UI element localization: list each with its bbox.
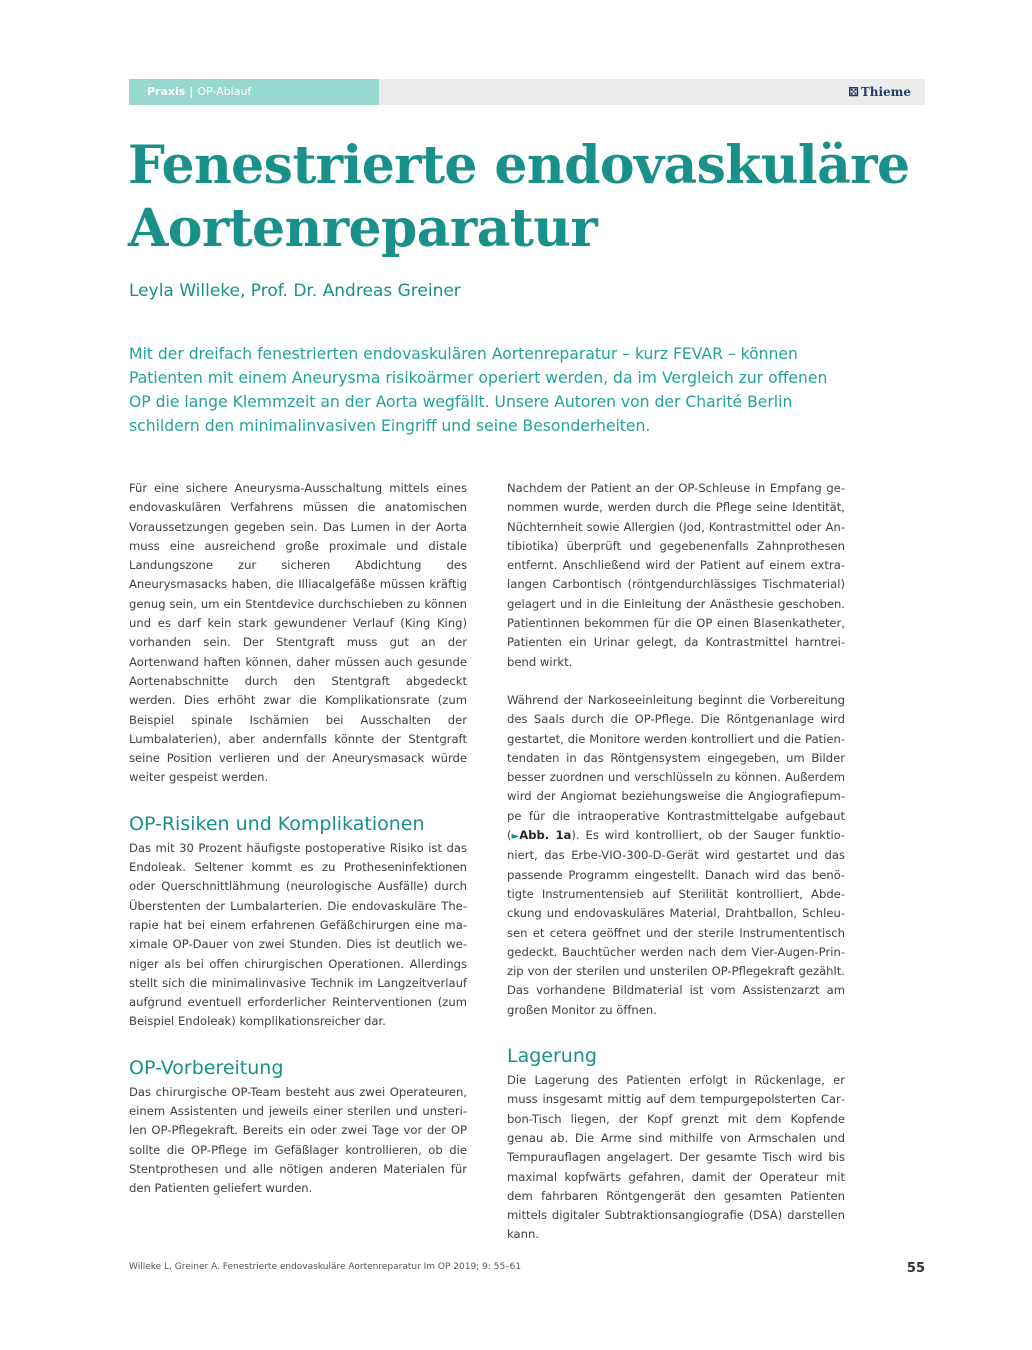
thieme-logo-icon: ⚄ bbox=[848, 85, 859, 99]
section-separator: | bbox=[189, 85, 194, 98]
right-column bbox=[507, 479, 845, 1245]
positioning-paragraph: Die Lagerung des Patienten erfolgt in Rückenlage, er muss insgesamt mittig auf dem tempurgepolsterten Carbon-Tisch liegen, der Kopf grenzt mit dem Kopfende genau ab. Die Arme sind mithilfe von Armschalen und Tempurauflagen angelagert. Der gesamte Tisch wird bis maximal kopfwärts gefahren, damit der Operateur mit dem fahrbaren Röntgengerät den gesamten Patienten mittels digitaler Subtraktionsangiografie (DSA) darstellen kann. bbox=[507, 1073, 845, 1242]
heading-op-preparation: OP-Vorbereitung bbox=[129, 1056, 284, 1079]
section-label bbox=[129, 79, 379, 105]
header-bar bbox=[129, 79, 925, 105]
article-abstract: Mit der dreifach fenestrierten endovaskulären Aortenreparatur – kurz FEVAR – können Patienten mit einem Aneurysma risikoärmer operiert werden, da im Vergleich zur offenen OP die lange Klemmzeit an der Aorta wegfällt. Unsere Autoren von der Charité Berlin schildern den minimalinvasiven Eingriff und seine Besonderheiten. bbox=[129, 345, 828, 435]
article-authors: Leyla Willeke, Prof. Dr. Andreas Greiner bbox=[129, 281, 461, 301]
preparation-paragraph: Das chirurgische OP-Team besteht aus zwei Operateuren, einem Assistenten und jeweils einer sterilen und unsterilen OP-Pflegekraft. Bereits ein oder zwei Tage vor der OP sollte die OP-Pflege im Gefäßlager kontrollieren, ob die Stentprothesen und alle nötigen anderen Materialen für den Patienten geliefert wurden. bbox=[129, 1084, 467, 1196]
left-column bbox=[129, 479, 467, 1199]
publisher-logo bbox=[848, 79, 911, 105]
page-number: 55 bbox=[906, 1261, 925, 1276]
intro-paragraph: Für eine sichere Aneurysma-Ausschaltung mittels eines endovaskulären Verfahrens müssen die anatomischen Voraussetzungen gegeben sein. Das Lumen in der Aorta muss eine ausreichend große proximale und distale Landungszone zur sicheren Abdichtung des Aneurysmasacks haben, die Illiacalgefäße müssen kräftig genug sein, um ein Stentdevice durchschieben zu können und es darf kein stark gewundener Verlauf (King King) vorhanden sein. Der Stentgraft muss gut an der Aortenwand haften können, daher müssen auch gesunde Aortenabschnitte durch den Stentgraft abgedeckt werden. Dies erhöht zwar die Komplikationsrate (zum Beispiel spinale Ischämien bei Ausschalten der Lumbalaterien), aber andernfalls könnte der Stentgraft seine Position verlieren und der Aneurysmasack würde weiter gespeist werden. bbox=[129, 481, 467, 785]
figure-reference-link[interactable]: Abb. 1a bbox=[519, 828, 572, 843]
article-title: Fenestrierte endovaskuläre Aortenreparatur bbox=[128, 135, 910, 259]
admission-paragraph: Nachdem der Patient an der OP-Schleuse in Empfang genommen wurde, werden durch die Pflege seine Identität, Nüchternheit sowie Allergien (Jod, Kontrastmittel oder Antibiotika) überprüft und gegebenenfalls Zahnprothesen entfernt. Anschließend wird der Patient auf einem extralangen Carbontisch (röntgendurchlässiges Tischmaterial) gelagert und in die Einleitung der Anästhesie geschoben. Patientinnen bekommen für die OP einen Blasenkatheter, Patienten ein Urinar gelegt, da Kontrastmittel harntreibend wirkt. bbox=[507, 481, 845, 669]
room-setup-text-end: ). Es wird kontrolliert, ob der Sauger funktioniert, das Erbe-VIO-300-D-Gerät wird gestartet und das passende Programm eingestellt. Danach wird das benötigte Instrumentensieb auf Sterilität kontrolliert, Abdeckung und endovaskuläres Material, Drahtballon, Schleusen et cetera geöffnet und der sterile Instrumententisch gedeckt. Bauchtücher werden nach dem Vier-Augen-Prinzip von der sterilen und unsterilen OP-Pflegekraft gezählt. Das vorhandene Bildmaterial ist vom Assistenzarzt am großen Monitor zu öffnen. bbox=[507, 828, 845, 1017]
section-name: Praxis bbox=[147, 85, 186, 98]
heading-positioning: Lagerung bbox=[507, 1045, 597, 1068]
footer-citation: Willeke L, Greiner A. Fenestrierte endovaskuläre Aortenreparatur Im OP 2019; 9: 55–61 bbox=[129, 1262, 522, 1272]
room-setup-paragraph bbox=[507, 691, 845, 1020]
publisher-name: Thieme bbox=[860, 85, 911, 99]
room-setup-text-start: Während der Narkoseeinleitung beginnt die Vorbereitung des Saals durch die OP-Pflege. Die Röntgenanlage wird gestartet, die Monitore werden kontrolliert und die Patientendaten in das Röntgensystem eingegeben, um Bilder besser zuordnen und verschlüsseln zu können. Außerdem wird der Angiomat beziehungsweise die Angiografiepumpe für die intraoperative Kontrastmittelgabe aufgebaut ( bbox=[507, 692, 845, 843]
figure-arrow-icon: ► bbox=[511, 831, 520, 843]
subsection-name: OP-Ablauf bbox=[197, 85, 252, 98]
risks-paragraph: Das mit 30 Prozent häufigste postoperative Risiko ist das Endoleak. Seltener kommt es zu Protheseninfektionen oder Querschnittlähmung (neurologische Ausfälle) durch Überstenten der Lumbalarterien. Die endovaskuläre Therapie hat bei einem erfahrenen Gefäßchirurgen eine maximale OP-Dauer von zwei Stunden. Dies ist deutlich weniger als bei offen chirurgischen Operationen. Allerdings stellt sich die minimalinvasive Technik im Langzeitverlauf aufgrund eventuell erforderlicher Reinterventionen (zum Beispiel Endoleak) komplikationsreicher dar. bbox=[129, 840, 467, 1029]
heading-op-risks: OP-Risiken und Komplikationen bbox=[129, 812, 425, 835]
